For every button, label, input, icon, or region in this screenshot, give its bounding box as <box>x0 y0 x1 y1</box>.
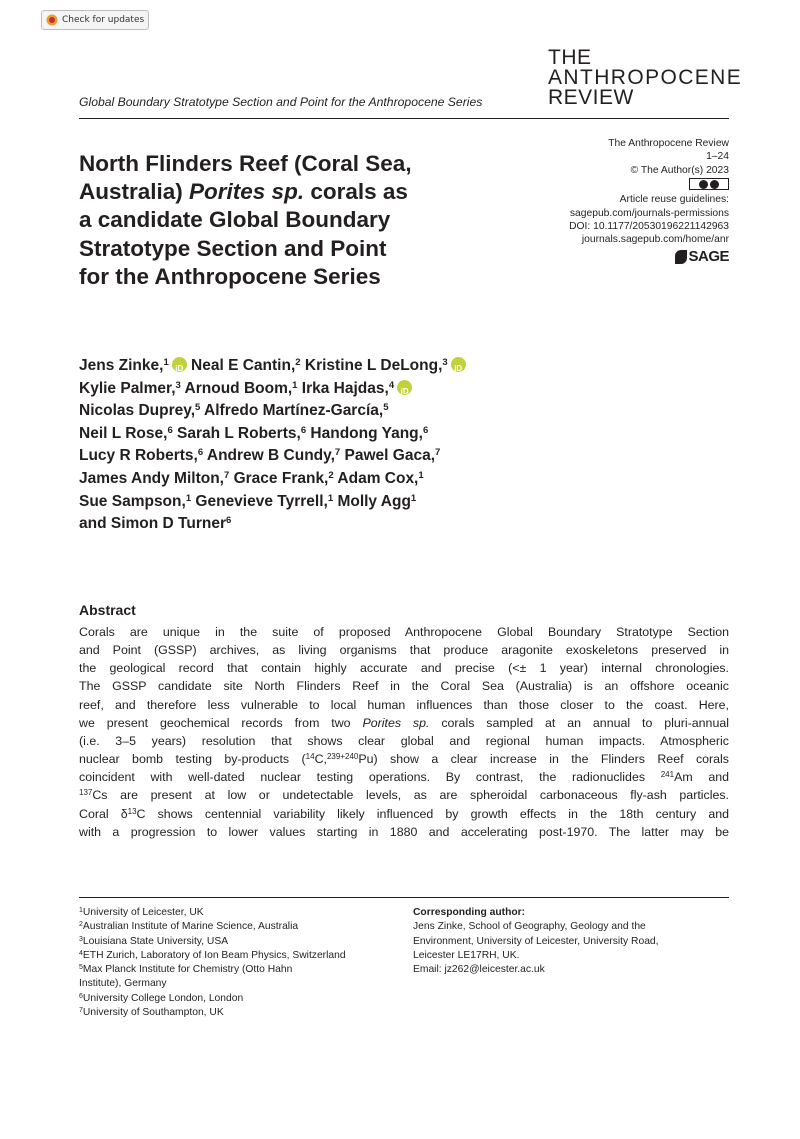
author-affiliation-mark: 3 <box>175 379 181 391</box>
doi[interactable]: DOI: 10.1177/20530196221142963 <box>569 220 729 232</box>
author-affiliation-mark: 6 <box>197 447 204 459</box>
author-line <box>79 355 639 378</box>
footnote-divider <box>79 897 729 898</box>
author-name: Sarah L Roberts, <box>177 424 301 442</box>
journal-home-link[interactable]: journals.sagepub.com/home/anr <box>581 234 729 246</box>
author-name: Neal E Cantin, <box>191 357 296 374</box>
author-name: Arnoud Boom, <box>184 379 293 397</box>
author-name: Molly Agg <box>337 492 411 510</box>
author-name: and Simon D Turner <box>79 515 226 533</box>
author <box>79 380 181 397</box>
abstract-line: Corals are unique in the suite of proposed Anthropocene Global Boundary Stratotype Section <box>79 625 729 639</box>
affiliation: Institute), Germany <box>79 978 167 990</box>
author-name: Kylie Palmer, <box>79 379 176 397</box>
abstract-line: coincident with well-dated nuclear testing operations. By contrast, the radionuclides $^{241}$Am and <box>79 770 729 785</box>
author <box>207 447 340 464</box>
author-affiliation-mark: 5 <box>383 402 389 414</box>
author <box>310 425 428 442</box>
reuse-guidelines: Article reuse guidelines: <box>619 194 729 206</box>
abstract-line: and Point (GSSP) archives, as living organisms that produce aragonite exoskeletons preserved in <box>79 643 729 658</box>
author-name: Andrew B Cundy, <box>206 447 335 465</box>
title-line: a candidate Global Boundary <box>79 207 391 233</box>
journal-logo-line-3: REVIEW <box>548 86 634 109</box>
author-affiliation-mark: 1 <box>410 492 417 504</box>
abstract-line: we present geochemical records from two Porites sp. corals sampled at an annual to pluri-annual <box>79 715 729 730</box>
author <box>79 357 187 374</box>
abstract-line: the geological record that contain highly accurate and precise (<± 1 year) internal chronologies. <box>79 661 729 676</box>
author-line <box>79 513 639 536</box>
author <box>195 493 333 510</box>
author <box>191 357 301 374</box>
affiliation: $^3$Louisiana State University, USA <box>79 935 229 947</box>
check-updates-icon <box>46 14 58 26</box>
corresponding-author <box>413 906 733 977</box>
author <box>79 425 173 442</box>
affiliation: $^1$University of Leicester, UK <box>79 907 204 918</box>
author-affiliation-mark: 1 <box>418 469 424 481</box>
sage-icon <box>675 250 687 264</box>
copyright: © The Author(s) 2023 <box>630 164 729 176</box>
author-line <box>79 491 639 514</box>
author <box>345 447 441 464</box>
author-affiliation-mark: 1 <box>163 357 169 368</box>
author-name: Pawel Gaca, <box>344 447 436 465</box>
author <box>234 470 334 487</box>
author-line <box>79 378 639 401</box>
author-name: James Andy Milton, <box>79 469 224 487</box>
affiliation: $^6$University College London, London <box>79 992 244 1004</box>
author <box>79 493 191 510</box>
author-line <box>79 423 639 446</box>
abstract-line: nuclear bomb testing by-products ($^{14}$C,$^{239+240}$Pu) show a clear increase in the Flinders Reef corals <box>79 752 729 767</box>
author <box>79 447 203 464</box>
author-affiliation-mark: 7 <box>334 447 341 459</box>
article-meta <box>569 137 729 268</box>
orcid-icon[interactable] <box>451 357 466 372</box>
running-head: Global Boundary Stratotype Section and Point for the Anthropocene Series <box>79 95 483 109</box>
orcid-icon[interactable] <box>397 380 412 395</box>
author-line <box>79 468 639 491</box>
author-list <box>79 355 639 536</box>
author-affiliation-mark: 7 <box>223 469 230 481</box>
author-name: Genevieve Tyrrell, <box>195 492 328 510</box>
author-affiliation-mark: 6 <box>225 515 232 527</box>
author-name: Sue Sampson, <box>79 492 186 510</box>
author <box>302 380 412 397</box>
author-affiliation-mark: 4 <box>388 379 395 391</box>
abstract-text <box>79 623 729 841</box>
journal-logo-line-2: ANTHROPOCENE <box>548 66 743 89</box>
affiliation: $^5$Max Planck Institute for Chemistry (Otto Hahn <box>79 964 293 976</box>
author-name: Lucy R Roberts, <box>79 447 198 465</box>
corresponding-line: Environment, University of Leicester, University Road, <box>413 935 659 947</box>
author-affiliation-mark: 1 <box>292 379 298 391</box>
author-name: Alfredo Martínez-García, <box>204 402 384 420</box>
author-line <box>79 445 639 468</box>
author-affiliation-mark: 5 <box>195 402 201 414</box>
title-line: North Flinders Reef (Coral Sea, <box>79 151 412 176</box>
journal-logo <box>548 48 742 108</box>
check-for-updates-label: Check for updates <box>62 15 145 25</box>
author <box>337 493 416 510</box>
author-affiliation-mark: 6 <box>300 424 307 436</box>
author-name: Irka Hajdas, <box>301 379 389 397</box>
author-name: Jens Zinke, <box>79 357 164 374</box>
author-name: Kristine L DeLong, <box>304 357 443 374</box>
author-name: Adam Cox, <box>337 469 419 487</box>
abstract-line: Coral $\delta^{13}C$ shows centennial variability likely influenced by growth effects in the 18th century and <box>79 806 729 821</box>
author <box>79 402 200 419</box>
abstract-line: (i.e. 3–5 years) resolution that shows clear global and regional human impacts. Atmospheric <box>79 733 729 748</box>
corresponding-heading: Corresponding author: <box>413 907 526 918</box>
author-affiliation-mark: 2 <box>328 469 334 481</box>
title-line: for the Anthropocene Series <box>79 263 381 289</box>
author <box>79 470 229 487</box>
publisher-logo <box>675 250 729 264</box>
author-name: Handong Yang, <box>310 424 423 442</box>
article-title <box>79 150 519 291</box>
affiliation: $^2$Australian Institute of Marine Science, Australia <box>79 921 299 933</box>
author <box>79 515 231 532</box>
corresponding-line: Jens Zinke, School of Geography, Geology and the <box>413 921 646 933</box>
orcid-icon[interactable] <box>172 357 187 372</box>
affiliations <box>79 906 409 1020</box>
author-affiliation-mark: 3 <box>442 357 448 368</box>
author-name: Grace Frank, <box>233 469 329 487</box>
author-line <box>79 400 639 423</box>
header-divider <box>79 118 729 119</box>
abstract-line: reef, and therefore less vulnerable to local human influences than those closer to the coast. Here, <box>79 697 729 712</box>
journal-logo-line-1: THE <box>548 46 592 69</box>
author-affiliation-mark: 1 <box>327 492 334 504</box>
corresponding-email[interactable]: Email: jz262@leicester.ac.uk <box>413 964 545 976</box>
journal-name: The Anthropocene Review <box>608 138 729 149</box>
author <box>204 402 388 419</box>
abstract-heading: Abstract <box>79 602 136 618</box>
author-affiliation-mark: 2 <box>295 357 301 368</box>
author <box>305 357 466 374</box>
author-affiliation-mark: 1 <box>185 492 192 504</box>
author <box>177 425 306 442</box>
affiliation: $^4$ETH Zurich, Laboratory of Ion Beam Physics, Switzerland <box>79 949 346 961</box>
abstract-line: The GSSP candidate site North Flinders Reef in the Coral Sea (Australia) is an offshore oceanic <box>79 679 729 694</box>
page-range: 1–24 <box>706 151 729 163</box>
permissions-link[interactable]: sagepub.com/journals-permissions <box>569 207 729 219</box>
author-name: Neil L Rose, <box>79 424 168 442</box>
corresponding-line: Leicester LE17RH, UK. <box>413 949 520 961</box>
cc-by-icon <box>689 178 729 190</box>
author-affiliation-mark: 6 <box>167 424 173 436</box>
check-for-updates-button[interactable] <box>41 10 149 30</box>
author-affiliation-mark: 6 <box>422 424 429 436</box>
abstract-line: $^{137}$Cs are present at low or undetectable levels, as are spheroidal carbonaceous fly-ash particles. <box>79 788 729 803</box>
author-name: Nicolas Duprey, <box>79 402 196 420</box>
author-affiliation-mark: 7 <box>435 447 441 459</box>
publisher-name: SAGE <box>688 248 729 266</box>
author <box>337 470 423 487</box>
title-line: Australia) Porites sp. corals as <box>79 179 408 205</box>
abstract-line: with a progression to lower values starting in 1880 and accelerating post-1970. The latter may be <box>79 824 729 839</box>
title-line: Stratotype Section and Point <box>79 235 387 261</box>
affiliation: $^7$University of Southampton, UK <box>79 1007 224 1019</box>
author <box>185 380 298 397</box>
